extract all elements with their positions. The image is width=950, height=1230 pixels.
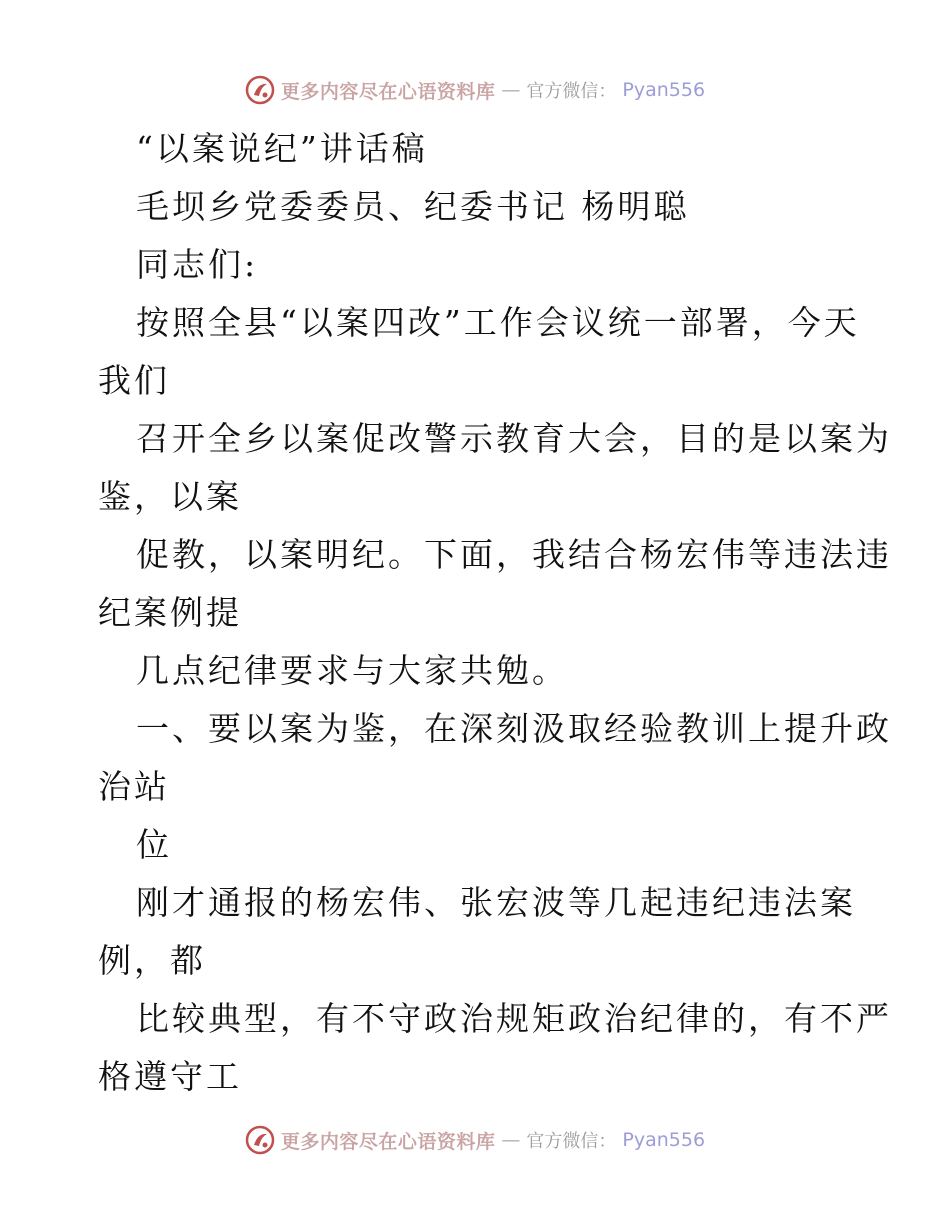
brand-logo-icon	[245, 1125, 275, 1155]
text-line: 鉴，以案	[98, 477, 242, 516]
separator: —	[501, 1129, 521, 1151]
text-line: 促教，以案明纪。下面，我结合杨宏伟等违法违	[136, 535, 892, 574]
header-watermark	[0, 70, 950, 110]
text-line: 治站	[98, 767, 170, 806]
text-line: 比较典型，有不守政治规矩政治纪律的，有不严	[136, 999, 892, 1038]
text-line: 同志们:	[136, 245, 259, 284]
text-line: 我们	[98, 361, 170, 400]
text-line: 按照全县“以案四改”工作会议统一部署，今天	[136, 303, 860, 342]
text-line: 格遵守工	[98, 1057, 242, 1096]
text-line: 毛坝乡党委委员、纪委书记 杨明聪	[136, 187, 690, 226]
brand-logo-icon	[245, 75, 275, 105]
text-line: 例，都	[98, 941, 206, 980]
text-line: 召开全乡以案促改警示教育大会，目的是以案为	[136, 419, 892, 458]
text-line: 几点纪律要求与大家共勉。	[136, 651, 568, 690]
promo-text: 更多内容尽在心语资料库	[280, 1130, 496, 1153]
wechat-id: Pyan556	[622, 79, 706, 101]
text-line: 位	[136, 825, 172, 864]
separator: —	[501, 79, 521, 101]
wechat-id: Pyan556	[622, 1129, 706, 1151]
wechat-label: 官方微信：	[526, 81, 617, 102]
text-line: 纪案例提	[98, 593, 242, 632]
wechat-label: 官方微信：	[526, 1131, 617, 1152]
text-line: 刚才通报的杨宏伟、张宏波等几起违纪违法案	[136, 883, 856, 922]
promo-text: 更多内容尽在心语资料库	[280, 80, 496, 103]
document-title: “以案说纪”讲话稿	[136, 129, 428, 168]
text-line: 一、要以案为鉴，在深刻汲取经验教训上提升政	[136, 709, 892, 748]
footer-watermark	[0, 1120, 950, 1160]
document-body	[98, 120, 892, 1106]
